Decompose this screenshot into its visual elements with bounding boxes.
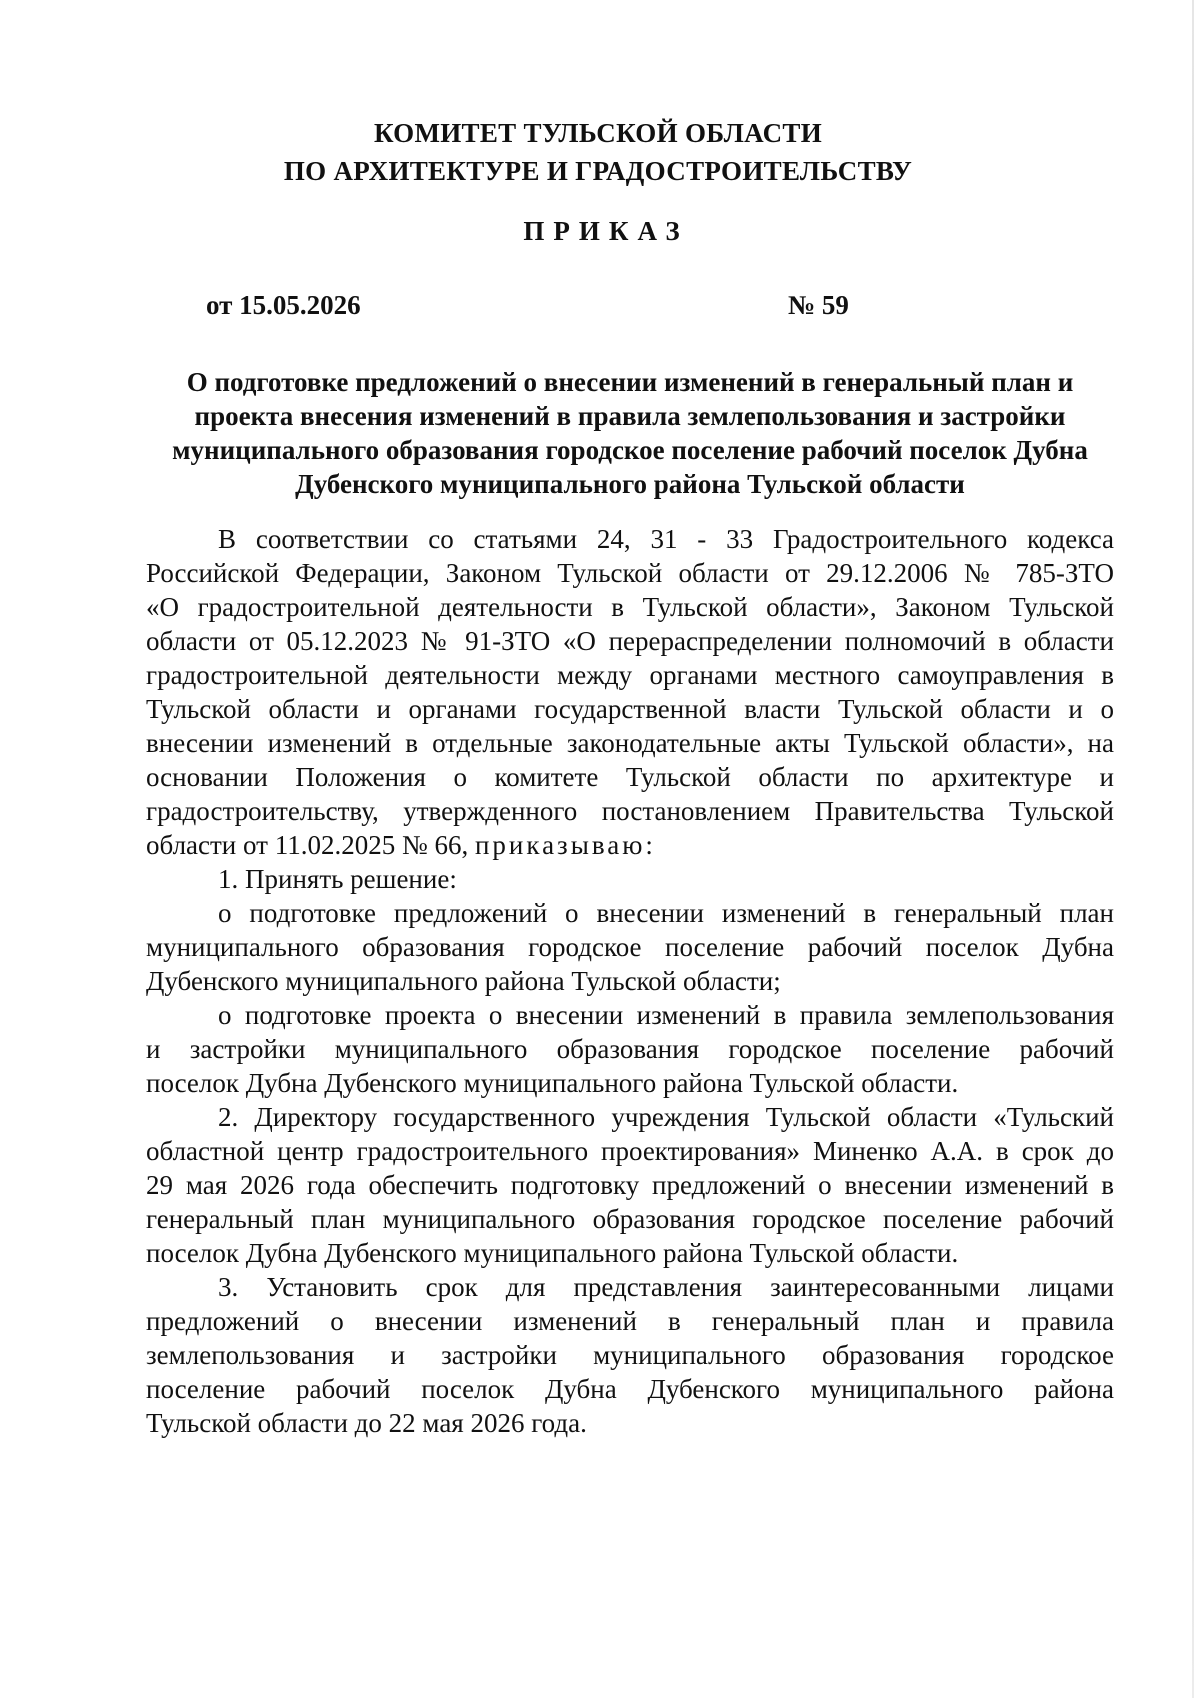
item3-line: землепользования и застройки муниципального образования городское [146,1340,1114,1370]
scan-edge [1192,0,1194,1698]
preamble-last-prefix: области от 11.02.2025 № 66, [146,830,475,860]
preamble-line: области от 05.12.2023 № 91-ЗТО «О перераспределении полномочий в области [146,626,1114,656]
document-type: ПРИКАЗ [523,216,689,246]
preamble-line: «О градостроительной деятельности в Тульской области», Законом Тульской [146,592,1114,622]
item2-line: областной центр градостроительного проектирования» Миненко А.А. в срок до [146,1136,1114,1166]
item1-b-line: поселок Дубна Дубенского муниципального района Тульской области. [146,1068,959,1098]
org-name-line1: КОМИТЕТ ТУЛЬСКОЙ ОБЛАСТИ [373,118,823,148]
preamble-line: В соответствии со статьями 24, 31 - 33 Градостроительного кодекса [218,524,1114,554]
item1-a-line: о подготовке предложений о внесении изменений в генеральный план [218,898,1114,928]
preamble-line: градостроительству, утвержденного постановлением Правительства Тульской [146,796,1114,826]
item1-a-line: муниципального образования городское поселение рабочий поселок Дубна [146,932,1114,962]
preamble-line: Тульской области и органами государственной власти Тульской области и о [146,694,1114,724]
preamble-line: основании Положения о комитете Тульской области по архитектуре и [146,762,1114,792]
order-number: № 59 [788,290,849,320]
item3-line: поселение рабочий поселок Дубна Дубенского муниципального района [146,1374,1114,1404]
preamble-last-line [146,827,656,863]
subject-line: муниципального образования городское поселение рабочий поселок Дубна [172,435,1088,465]
preamble-line: внесении изменений в отдельные законодательные акты Тульской области», на [146,728,1114,758]
item2-line: генеральный план муниципального образования городское поселение рабочий [146,1204,1114,1234]
item1-b-line: о подготовке проекта о внесении изменений в правила землепользования [218,1000,1114,1030]
subject-line: О подготовке предложений о внесении изменений в генеральный план и [186,367,1074,397]
item2-line: 29 мая 2026 года обеспечить подготовку предложений о внесении изменений в [146,1170,1114,1200]
item3-line: Тульской области до 22 мая 2026 года. [146,1408,587,1438]
item1-b-line: и застройки муниципального образования городское поселение рабочий [146,1034,1114,1064]
order-date: от 15.05.2026 [206,290,361,320]
preamble-line: градостроительной деятельности между органами местного самоуправления в [146,660,1114,690]
item1-title: 1. Принять решение: [218,864,457,894]
subject-line: Дубенского муниципального района Тульской области [295,469,965,499]
item1-a-line: Дубенского муниципального района Тульской области; [146,966,781,996]
subject-line: проекта внесения изменений в правила землепользования и застройки [194,401,1066,431]
preamble-line: Российской Федерации, Законом Тульской области от 29.12.2006 № 785-ЗТО [146,558,1114,588]
order-word: приказываю: [474,830,656,860]
item3-line: 3. Установить срок для представления заинтересованными лицами [218,1272,1114,1302]
org-name-line2: ПО АРХИТЕКТУРЕ И ГРАДОСТРОИТЕЛЬСТВУ [283,156,913,186]
item2-line: поселок Дубна Дубенского муниципального района Тульской области. [146,1238,959,1268]
item2-line: 2. Директору государственного учреждения Тульской области «Тульский [218,1102,1114,1132]
item3-line: предложений о внесении изменений в генеральный план и правила [146,1306,1114,1336]
